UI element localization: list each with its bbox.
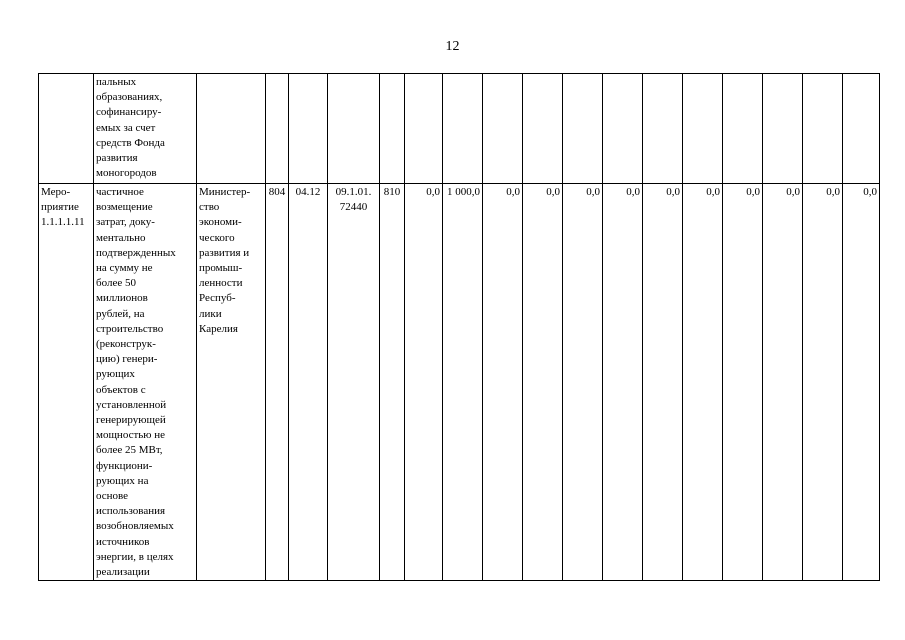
budget-table bbox=[38, 73, 880, 581]
responsible-cell: Министер- ство экономи- ческого развития и промыш- ленности Респуб- лики Карелия bbox=[197, 184, 266, 581]
table-cell bbox=[643, 74, 683, 184]
table-cell bbox=[380, 74, 405, 184]
code-cell: 804 bbox=[266, 184, 289, 581]
value-cell: 0,0 bbox=[843, 184, 880, 581]
table-cell bbox=[483, 74, 523, 184]
value-cell: 0,0 bbox=[723, 184, 763, 581]
value-cell: 0,0 bbox=[483, 184, 523, 581]
description-cell: пальных образованиях, софинансиру- емых за счет средств Фонда развития моногородов bbox=[94, 74, 197, 184]
table-cell bbox=[266, 74, 289, 184]
table-row bbox=[39, 184, 880, 581]
table-row bbox=[39, 74, 880, 184]
table-cell bbox=[563, 74, 603, 184]
value-cell: 0,0 bbox=[683, 184, 723, 581]
value-cell: 0,0 bbox=[643, 184, 683, 581]
table-cell bbox=[39, 74, 94, 184]
table-cell bbox=[763, 74, 803, 184]
table-cell bbox=[843, 74, 880, 184]
page-number: 12 bbox=[445, 39, 460, 54]
value-cell: 0,0 bbox=[405, 184, 443, 581]
table-cell bbox=[328, 74, 380, 184]
code-cell: 09.1.01. 72440 bbox=[328, 184, 380, 581]
table-cell bbox=[197, 74, 266, 184]
value-cell: 0,0 bbox=[563, 184, 603, 581]
code-cell: 810 bbox=[380, 184, 405, 581]
value-cell: 0,0 bbox=[763, 184, 803, 581]
table-cell bbox=[803, 74, 843, 184]
table-cell bbox=[405, 74, 443, 184]
value-cell: 0,0 bbox=[603, 184, 643, 581]
description-cell: частичное возмещение затрат, доку- ментально подтвержденных на сумму не более 50 миллионов рублей, на строительство (реконструк- цию) генери- рующих объектов с установленной генерирующей мощностью не более 25 МВт, функциони- рующих на основе использования возобновляемых источников энергии, в целях реализации bbox=[94, 184, 197, 581]
table-cell bbox=[443, 74, 483, 184]
measure-id-cell: Меро- приятие 1.1.1.1.11 bbox=[39, 184, 94, 581]
table-cell bbox=[683, 74, 723, 184]
code-cell: 04.12 bbox=[289, 184, 328, 581]
table-cell bbox=[723, 74, 763, 184]
value-cell: 0,0 bbox=[803, 184, 843, 581]
table-cell bbox=[603, 74, 643, 184]
value-cell: 1 000,0 bbox=[443, 184, 483, 581]
value-cell: 0,0 bbox=[523, 184, 563, 581]
table-cell bbox=[289, 74, 328, 184]
table-cell bbox=[523, 74, 563, 184]
